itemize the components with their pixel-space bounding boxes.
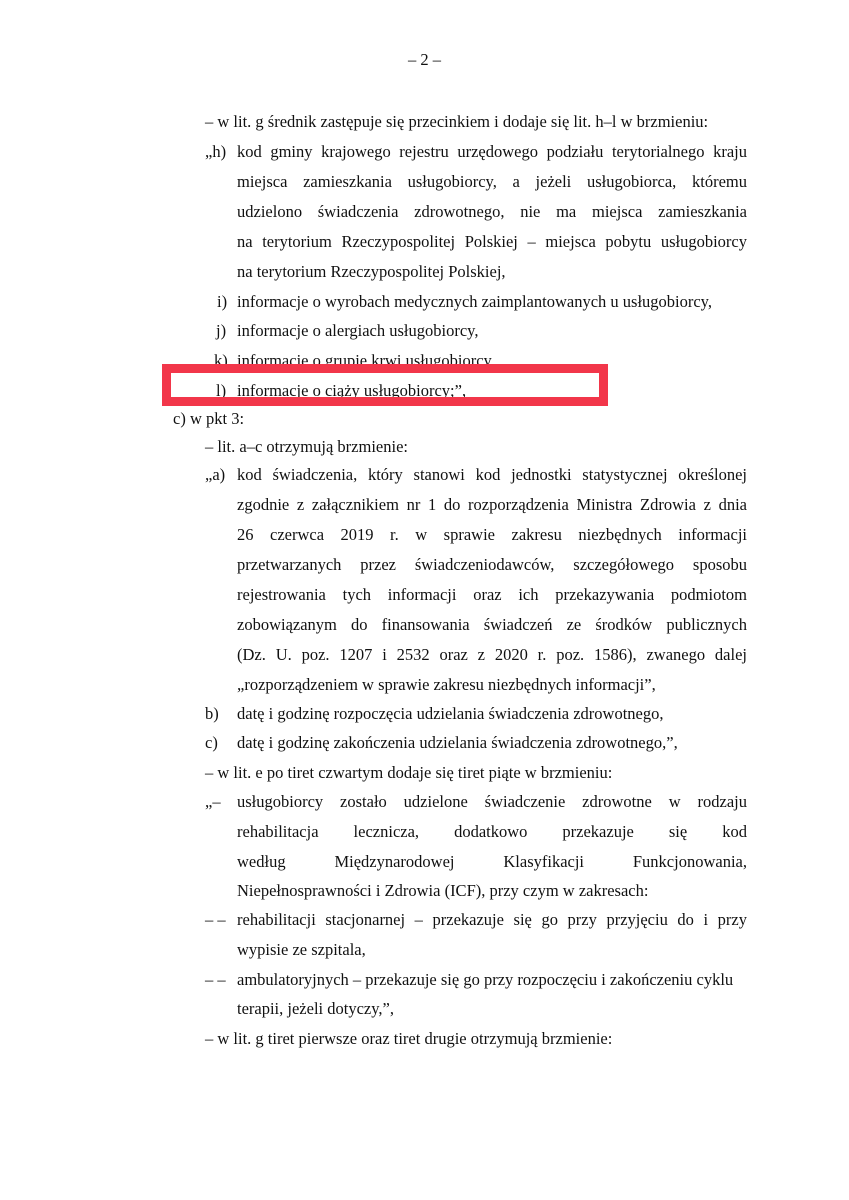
- tiret-line-4: Niepełnosprawności i Zdrowia (ICF), przy czym w zakresach:: [237, 881, 649, 900]
- item-label-c: c): [205, 733, 218, 752]
- item-a-line-3: 26 czerwca 2019 r. w sprawie zakresu niezbędnych informacji: [237, 525, 747, 544]
- item-b-text: datę i godzinę rozpoczęcia udzielania świadczenia zdrowotnego,: [237, 704, 664, 723]
- item-label-h: „h): [205, 142, 227, 161]
- item-a-line-5: rejestrowania tych informacji oraz ich przekazywania podmiotom: [237, 585, 747, 604]
- instruction-lit-e: – w lit. e po tiret czwartym dodaje się tiret piąte w brzmieniu:: [205, 763, 613, 782]
- item-c-text: datę i godzinę zakończenia udzielania świadczenia zdrowotnego,”,: [237, 733, 678, 752]
- point-c-heading: c) w pkt 3:: [173, 409, 245, 428]
- double-tiret-1-line-2: wypisie ze szpitala,: [237, 940, 366, 959]
- instruction-lit-ac: – lit. a–c otrzymują brzmienie:: [205, 437, 408, 456]
- double-tiret-label-2: – –: [205, 970, 226, 989]
- item-a-line-7: (Dz. U. poz. 1207 i 2532 oraz z 2020 r. poz. 1586), zwanego dalej: [237, 645, 747, 664]
- tiret-line-3: według Międzynarodowej Klasyfikacji Funkcjonowania,: [237, 852, 747, 871]
- item-h-line-4: na terytorium Rzeczypospolitej Polskiej – miejsca pobytu usługobiorcy: [237, 232, 747, 251]
- item-label-a: „a): [205, 465, 226, 484]
- item-h-line-5: na terytorium Rzeczypospolitej Polskiej,: [237, 262, 506, 281]
- item-label-b: b): [205, 704, 219, 723]
- highlight-box: [162, 364, 608, 406]
- tiret-line-2: rehabilitacja lecznicza, dodatkowo przekazuje się kod: [237, 822, 747, 841]
- tiret-label: „–: [205, 792, 221, 811]
- double-tiret-2-line-1: ambulatoryjnych – przekazuje się go przy rozpoczęciu i zakończeniu cyklu: [237, 970, 734, 989]
- item-h-line-2: miejsca zamieszkania usługobiorcy, a jeżeli usługobiorca, któremu: [237, 172, 747, 191]
- instruction-line: – w lit. g średnik zastępuje się przecinkiem i dodaje się lit. h–l w brzmieniu:: [205, 112, 709, 131]
- item-k-text: informacje o grupie krwi usługobiorcy,: [237, 351, 495, 370]
- double-tiret-1-line-1: rehabilitacji stacjonarnej – przekazuje się go przy przyjęciu do i przy: [237, 910, 747, 929]
- item-a-line-6: zobowiązanym do finansowania świadczeń ze środków publicznych: [237, 615, 747, 634]
- double-tiret-label-1: – –: [205, 910, 226, 929]
- item-label-j: j): [216, 321, 227, 340]
- item-l-text: informacje o ciąży usługobiorcy;”,: [237, 381, 467, 400]
- double-tiret-2-line-2: terapii, jeżeli dotyczy,”,: [237, 999, 394, 1018]
- item-a-line-4: przetwarzanych przez świadczeniodawców, szczegółowego sposobu: [237, 555, 747, 574]
- item-h-line-3: udzielono świadczenia zdrowotnego, nie ma miejsca zamieszkania: [237, 202, 747, 221]
- item-h-line-1: kod gminy krajowego rejestru urzędowego podziału terytorialnego kraju: [237, 142, 747, 161]
- tiret-line-1: usługobiorcy zostało udzielone świadczenie zdrowotne w rodzaju: [237, 792, 747, 811]
- item-i-text: informacje o wyrobach medycznych zaimplantowanych u usługobiorcy,: [237, 292, 712, 311]
- item-a-line-2: zgodnie z załącznikiem nr 1 do rozporządzenia Ministra Zdrowia z dnia: [237, 495, 747, 514]
- item-label-k: k): [214, 351, 228, 370]
- instruction-lit-g: – w lit. g tiret pierwsze oraz tiret drugie otrzymują brzmienie:: [205, 1029, 613, 1048]
- page-number: – 2 –: [408, 50, 441, 69]
- item-a-line-8: „rozporządzeniem w sprawie zakresu niezbędnych informacji”,: [237, 675, 656, 694]
- item-label-i: i): [217, 292, 228, 311]
- item-label-l: l): [216, 381, 227, 400]
- item-a-line-1: kod świadczenia, który stanowi kod jednostki statystycznej określonej: [237, 465, 747, 484]
- item-j-text: informacje o alergiach usługobiorcy,: [237, 321, 479, 340]
